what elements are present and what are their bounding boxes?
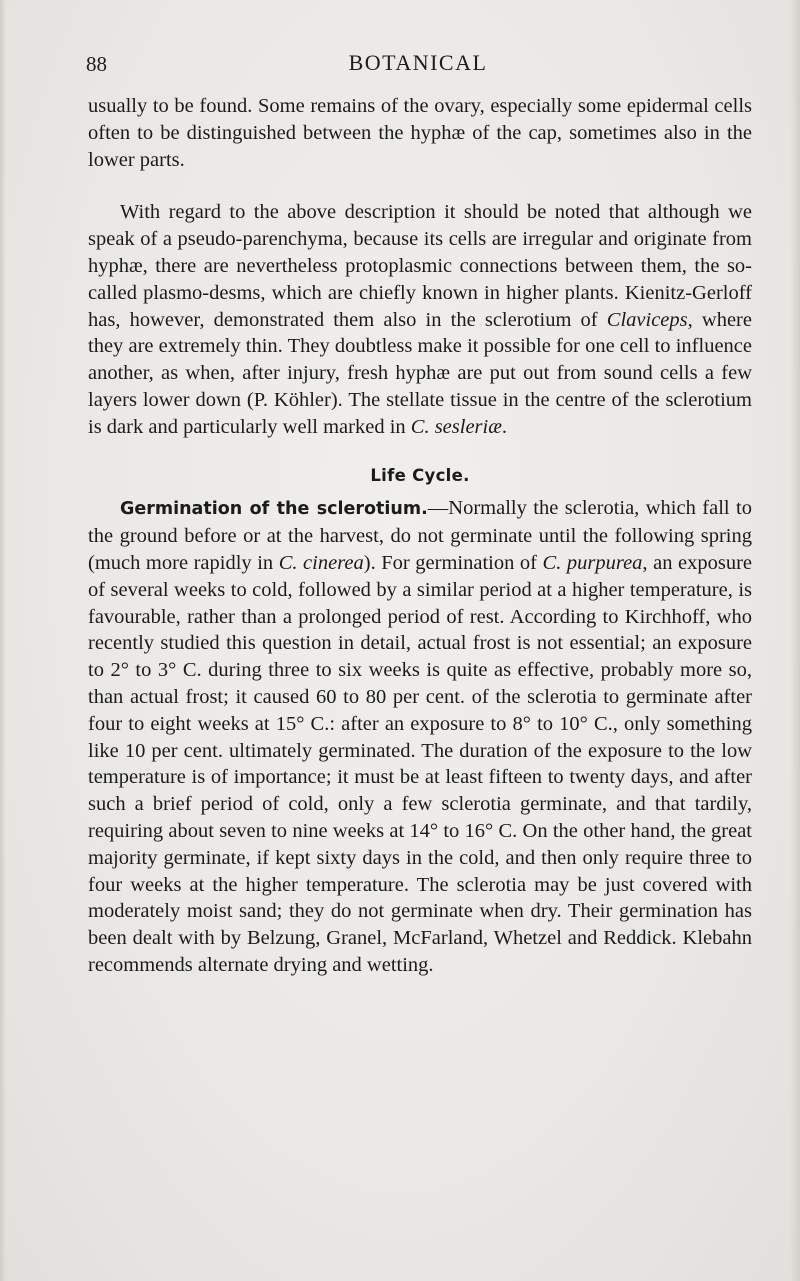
- species-name-italic: C. sesleriæ: [410, 415, 502, 438]
- paragraph-text: , where they are extremely thin. They doubtless make it possible for one cell to influence another, as when, after injury, fresh hyphæ are put out from sound cells a few layers lower down (P. Köhler). The stellate tissue in the centre of the sclerotium is dark and particularly well marked in: [88, 308, 752, 438]
- paragraph-text: , an exposure of several weeks to cold, followed by a similar period at a higher temperature, is favourable, rather than a prolonged period of rest. According to Kirchhoff, who recently studied this question in detail, actual frost is not essential; an exposure to 2° to 3° C. during three to six weeks is quite as effective, probably more so, than actual frost; it caused 60 to 80 per cent. of the sclerotia to germinate after four to eight weeks at 15° C.: after an exposure to 8° to 10° C., only something like 10 per cent. ultimately germinated. The duration of the exposure to the low temperature is of importance; it must be at least fifteen to twenty days, and after such a brief period of cold, only a few sclerotia germinate, and that tardily, requiring about seven to nine weeks at 14° to 16° C. On the other hand, the great majority germinate, if kept sixty days in the cold, and then only require three to four weeks at the higher temperature. The sclerotia may be just covered with moderately moist sand; they do not germinate when dry. Their germination has been dealt with by Belzung, Granel, McFarland, Whetzel and Reddick. Klebahn recommends alternate drying and wetting.: [88, 551, 752, 976]
- run-in-heading: Germination of the sclerotium.: [120, 499, 428, 520]
- section-heading: Life Cycle.: [370, 465, 470, 485]
- page-edge-shadow-left: [0, 0, 6, 1281]
- species-name-italic: C. cinerea: [278, 551, 364, 574]
- running-head: [86, 50, 750, 80]
- paragraph-germination: [88, 495, 752, 978]
- running-title: BOTANICAL: [348, 50, 488, 75]
- body-text: [88, 93, 752, 979]
- paragraph-pseudo-parenchyma: [88, 199, 752, 440]
- genus-name-italic: Claviceps: [606, 308, 688, 331]
- paragraph-text: With regard to the above description it should be noted that although we speak of a pseudo-parenchyma, because its cells are irregular and originate from hyphæ, there are nevertheless protoplasmic connections between them, the so-called plasmo-desms, which are chiefly known in higher plants. Kienitz-Gerloff has, however, demonstrated them also in the sclerotium of: [88, 201, 752, 331]
- paragraph-text: ). For germination of: [363, 551, 543, 574]
- paragraph-text: .: [501, 415, 508, 438]
- page-number: 88: [86, 52, 107, 76]
- paragraph-text: —Normally the sclerotia, which fall to the ground before or at the harvest, do not germinate until the following spring (much more rapidly in: [88, 497, 752, 574]
- species-name-italic: C. purpurea: [542, 551, 643, 574]
- page-edge-shadow-right: [790, 0, 800, 1281]
- paragraph-continuation: [88, 93, 752, 173]
- paragraph-text: usually to be found. Some remains of the ovary, especially some epidermal cells often to be distinguished between the hyphæ of the cap, sometimes also in the lower parts.: [88, 95, 752, 171]
